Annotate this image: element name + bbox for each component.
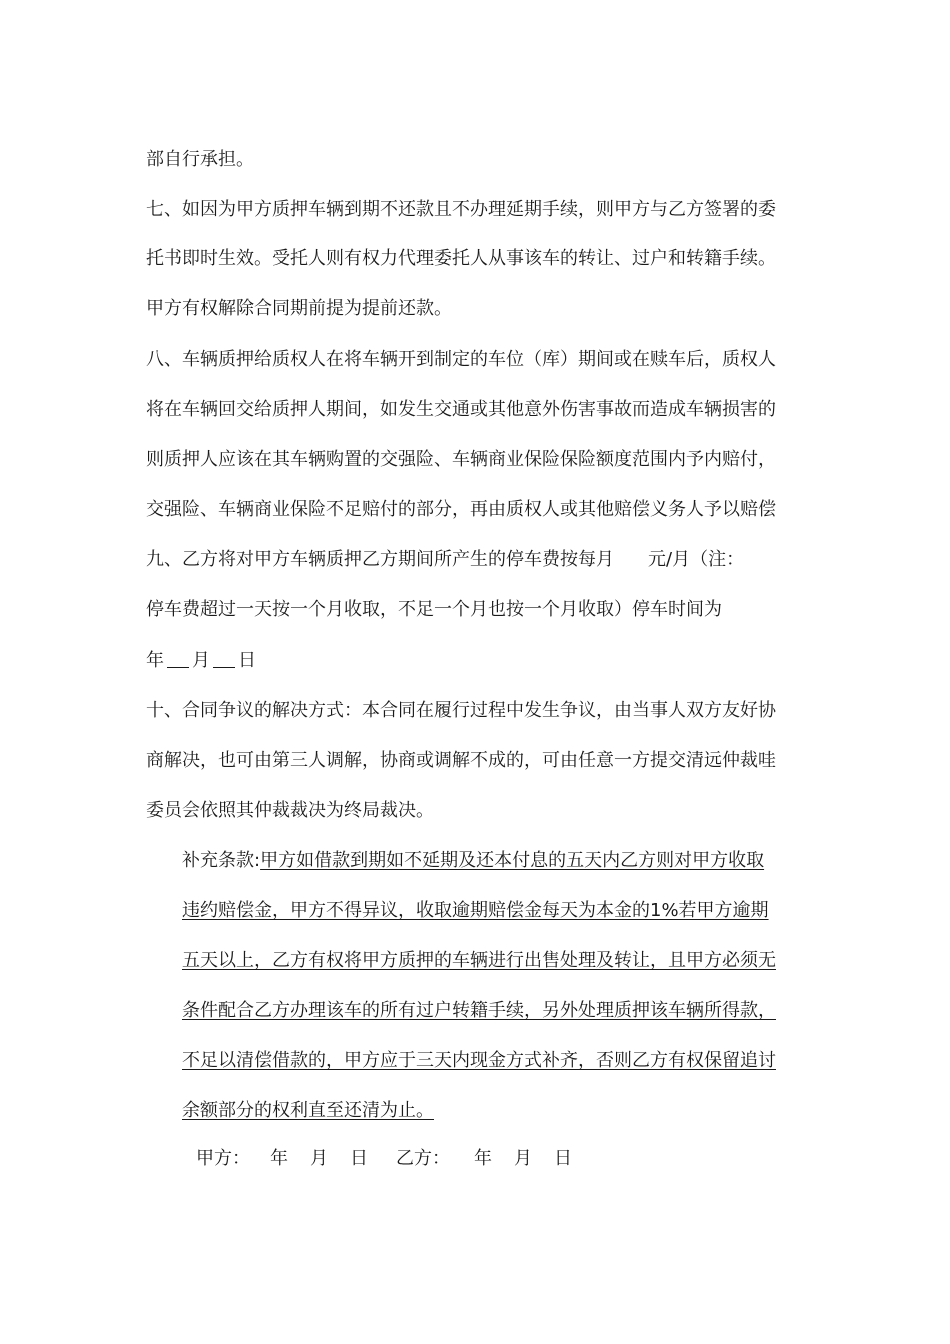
supplementary-text: 条件配合乙方办理该车的所有过户转籍手续，另外处理质押该车辆所得款，: [182, 1000, 776, 1021]
clause-10-line: 十、合同争议的解决方式：本合同在履行过程中发生争议，由当事人双方友好协: [146, 700, 776, 721]
parking-fee-text: 九、乙方将对甲方车辆质押乙方期间所产生的停车费按每月: [146, 549, 614, 570]
parking-date-line: [146, 649, 256, 673]
clause-8-line: 八、车辆质押给质权人在将车辆开到制定的车位（库）期间或在赎车后，质权人: [146, 349, 776, 370]
text-line: 将在车辆回交给质押人期间，如发生交通或其他意外伤害事故而造成车辆损害的: [146, 399, 776, 420]
text-line: 交强险、车辆商业保险不足赔付的部分，再由质权人或其他赔偿义务人予以赔偿: [146, 499, 776, 520]
supplementary-label: 补充条款:: [182, 850, 261, 871]
supplementary-text: 不足以清偿借款的，甲方应于三天内现金方式补齐，否则乙方有权保留追讨: [182, 1050, 776, 1071]
party-a-month: 月: [310, 1148, 328, 1169]
text-line: 则质押人应该在其车辆购置的交强险、车辆商业保险保险额度范围内予内赔付，: [146, 449, 776, 470]
year-label: 年: [146, 650, 164, 671]
text-line: 停车费超过一天按一个月收取，不足一个月也按一个月收取）停车时间为: [146, 599, 722, 620]
text-line: 商解决，也可由第三人调解，协商或调解不成的，可由任意一方提交清远仲裁哇: [146, 750, 776, 771]
party-a-year: 年: [270, 1148, 288, 1169]
party-a-label: 甲方：: [196, 1148, 250, 1169]
parking-fee-unit: 元/月（注：: [648, 549, 745, 570]
supplementary-text: 甲方如借款到期如不延期及还本付息的五天内乙方则对甲方收取: [260, 850, 765, 871]
party-b-label: 乙方：: [396, 1148, 450, 1169]
day-blank: [213, 649, 235, 668]
supplementary-text: 余额部分的权利直至还清为止。: [182, 1100, 434, 1121]
month-blank: [167, 649, 189, 668]
clause-9-line: [146, 548, 744, 572]
clause-7-line: 七、如因为甲方质押车辆到期不还款且不办理延期手续，则甲方与乙方签署的委: [146, 199, 776, 220]
party-b-month: 月: [514, 1148, 532, 1169]
text-line: 甲方有权解除合同期前提为提前还款。: [146, 298, 452, 319]
day-label: 日: [238, 650, 256, 671]
month-label: 月: [192, 650, 210, 671]
supplementary-clause-line: [182, 849, 764, 873]
signature-line: [196, 1147, 572, 1171]
party-a-day: 日: [350, 1148, 368, 1169]
text-line: 委员会依照其仲裁裁决为终局裁决。: [146, 800, 434, 821]
supplementary-text: 五天以上，乙方有权将甲方质押的车辆进行出售处理及转让，且甲方必须无: [182, 950, 776, 971]
party-b-year: 年: [474, 1148, 492, 1169]
supplementary-text: 违约赔偿金，甲方不得异议，收取逾期赔偿金每天为本金的1%若甲方逾期: [182, 900, 769, 921]
party-b-day: 日: [554, 1148, 572, 1169]
text-line: 托书即时生效。受托人则有权力代理委托人从事该车的转让、过户和转籍手续。: [146, 248, 776, 269]
text-line: 部自行承担。: [146, 149, 254, 170]
